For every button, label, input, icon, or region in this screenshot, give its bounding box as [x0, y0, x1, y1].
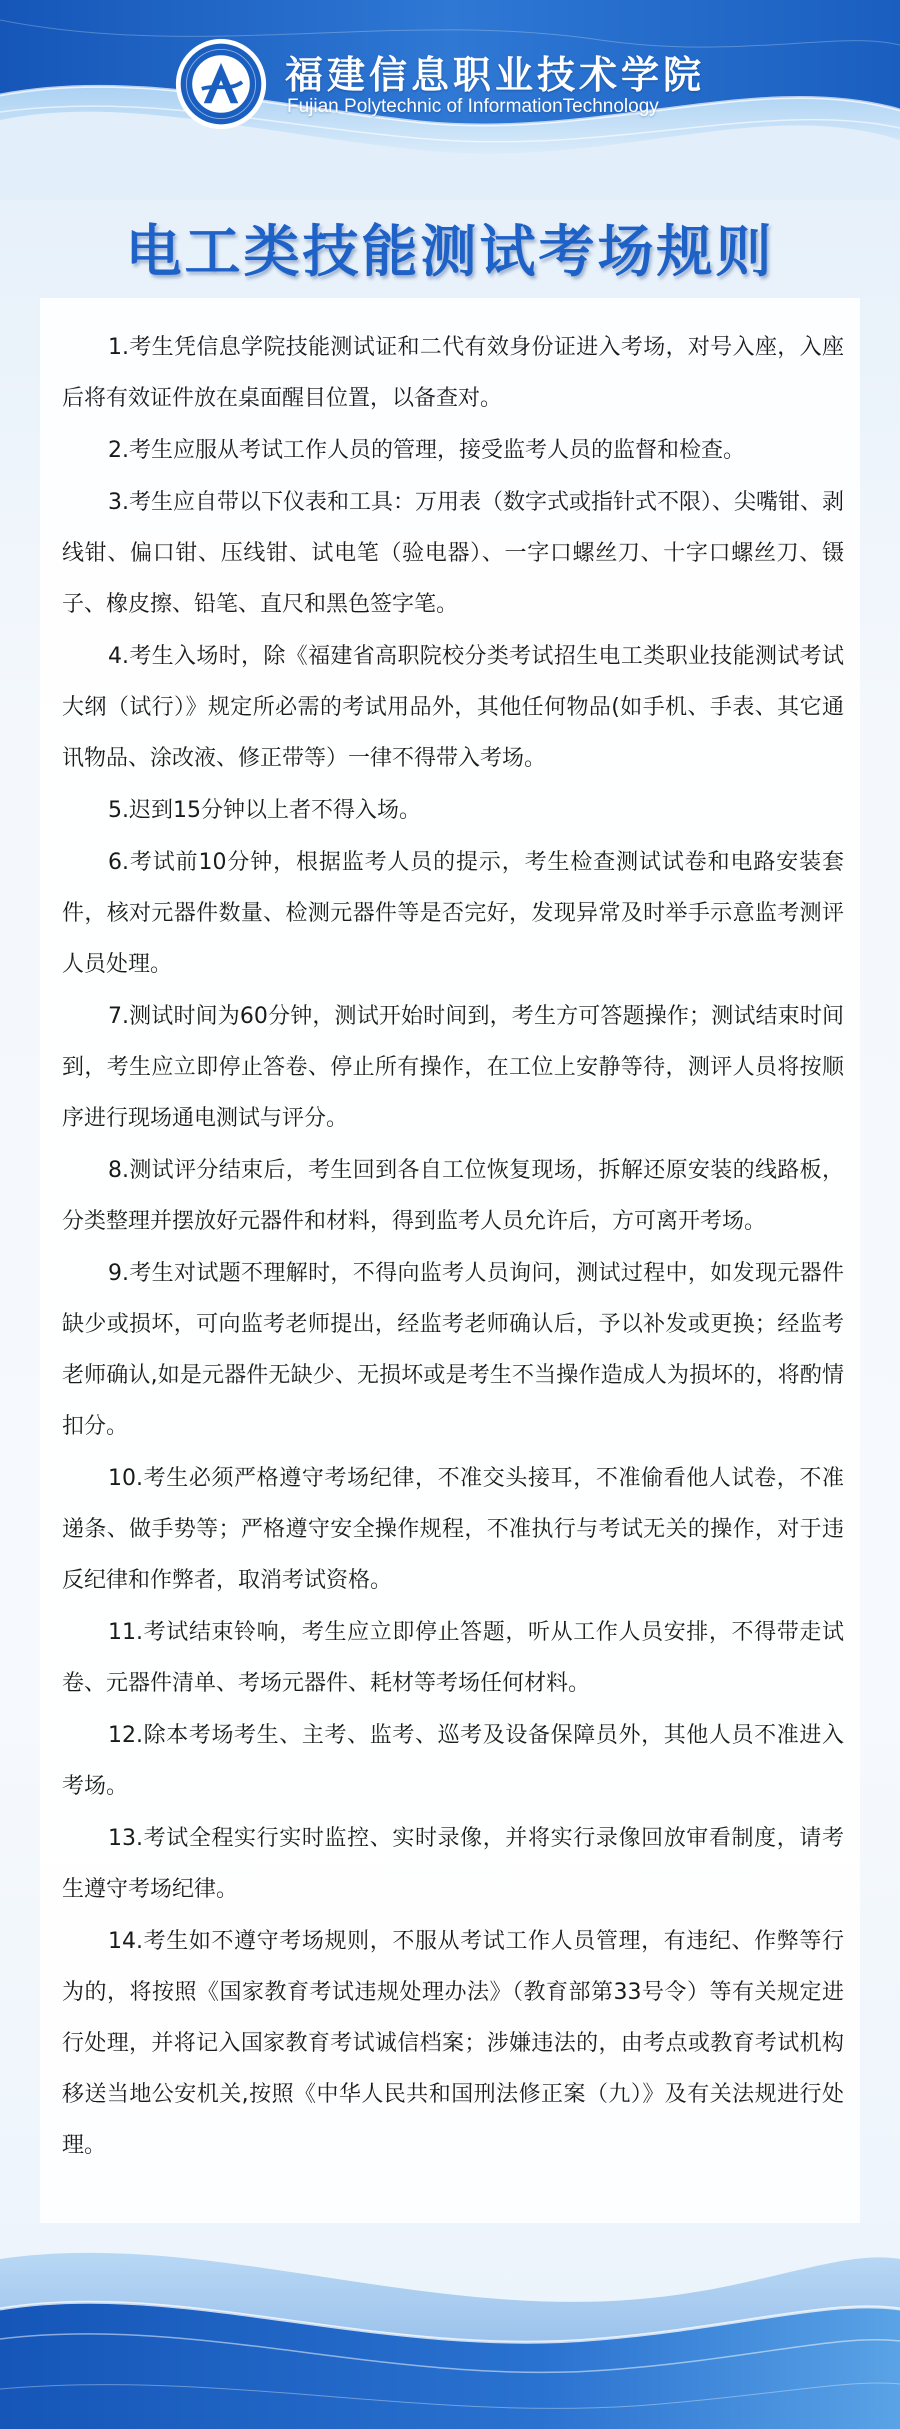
rule-item: 3.考生应自带以下仪表和工具：万用表（数字式或指针式不限）、尖嘴钳、剥线钳、偏口钳、压线钳、试电笔（验电器）、一字口螺丝刀、十字口螺丝刀、镊子、橡皮擦、铅笔、直尺和黑色签字笔。 [62, 490, 844, 617]
rule-item: 4.考生入场时，除《福建省高职院校分类考试招生电工类职业技能测试考试大纲（试行）》规定所必需的考试用品外，其他任何物品(如手机、手表、其它通讯物品、涂改液、修正带等）一律不得带入考场。 [62, 644, 844, 771]
rule-item: 6.考试前10分钟，根据监考人员的提示，考生检查测试试卷和电路安装套件，核对元器件数量、检测元器件等是否完好，发现异常及时举手示意监考测评人员处理。 [62, 850, 844, 977]
bottom-wave-decoration [0, 2189, 900, 2429]
page-title: 电工类技能测试考场规则 [125, 220, 775, 285]
school-logo [173, 36, 269, 132]
rule-item: 13.考试全程实行实时监控、实时录像，并将实行录像回放审看制度，请考生遵守考场纪律。 [62, 1826, 844, 1902]
rule-item: 2.考生应服从考试工作人员的管理，接受监考人员的监督和检查。 [108, 438, 745, 463]
rule-item: 10.考生必须严格遵守考场纪律，不准交头接耳，不准偷看他人试卷，不准递条、做手势等；严格遵守安全操作规程，不准执行与考试无关的操作，对于违反纪律和作弊者，取消考试资格。 [62, 1466, 844, 1593]
school-name-english: Fujian Polytechnic of InformationTechnology [287, 96, 659, 117]
rule-item: 14.考生如不遵守考场规则，不服从考试工作人员管理，有违纪、作弊等行为的，将按照《国家教育考试违规处理办法》（教育部第33号令）等有关规定进行处理，并将记入国家教育考试诚信档案；涉嫌违法的，由考点或教育考试机构移送当地公安机关,按照《中华人民共和国刑法修正案（九）》及有关法规进行处理。 [62, 1929, 844, 2158]
rule-item: 11.考试结束铃响，考生应立即停止答题，听从工作人员安排，不得带走试卷、元器件清单、考场元器件、耗材等考场任何材料。 [62, 1620, 844, 1696]
rule-item: 8.测试评分结束后，考生回到各自工位恢复现场，拆解还原安装的线路板，分类整理并摆放好元器件和材料，得到监考人员允许后，方可离开考场。 [62, 1158, 844, 1234]
rule-item: 12.除本考场考生、主考、监考、巡考及设备保障员外，其他人员不准进入考场。 [62, 1723, 844, 1799]
header [0, 28, 900, 138]
rule-item: 1.考生凭信息学院技能测试证和二代有效身份证进入考场，对号入座，入座后将有效证件放在桌面醒目位置，以备查对。 [62, 335, 844, 411]
school-name-chinese: 福建信息职业技术学院 [285, 52, 706, 97]
rule-item: 5.迟到15分钟以上者不得入场。 [108, 798, 421, 823]
rule-item: 9.考生对试题不理解时，不得向监考人员询问，测试过程中，如发现元器件缺少或损坏，可向监考老师提出，经监考老师确认后，予以补发或更换；经监考老师确认,如是元器件无缺少、无损坏或是考生不当操作造成人为损坏的，将酌情扣分。 [62, 1261, 844, 1439]
rule-item: 7.测试时间为60分钟，测试开始时间到，考生方可答题操作；测试结束时间到，考生应立即停止答卷、停止所有操作，在工位上安静等待，测评人员将按顺序进行现场通电测试与评分。 [62, 1004, 844, 1131]
rules-list [62, 322, 844, 2172]
